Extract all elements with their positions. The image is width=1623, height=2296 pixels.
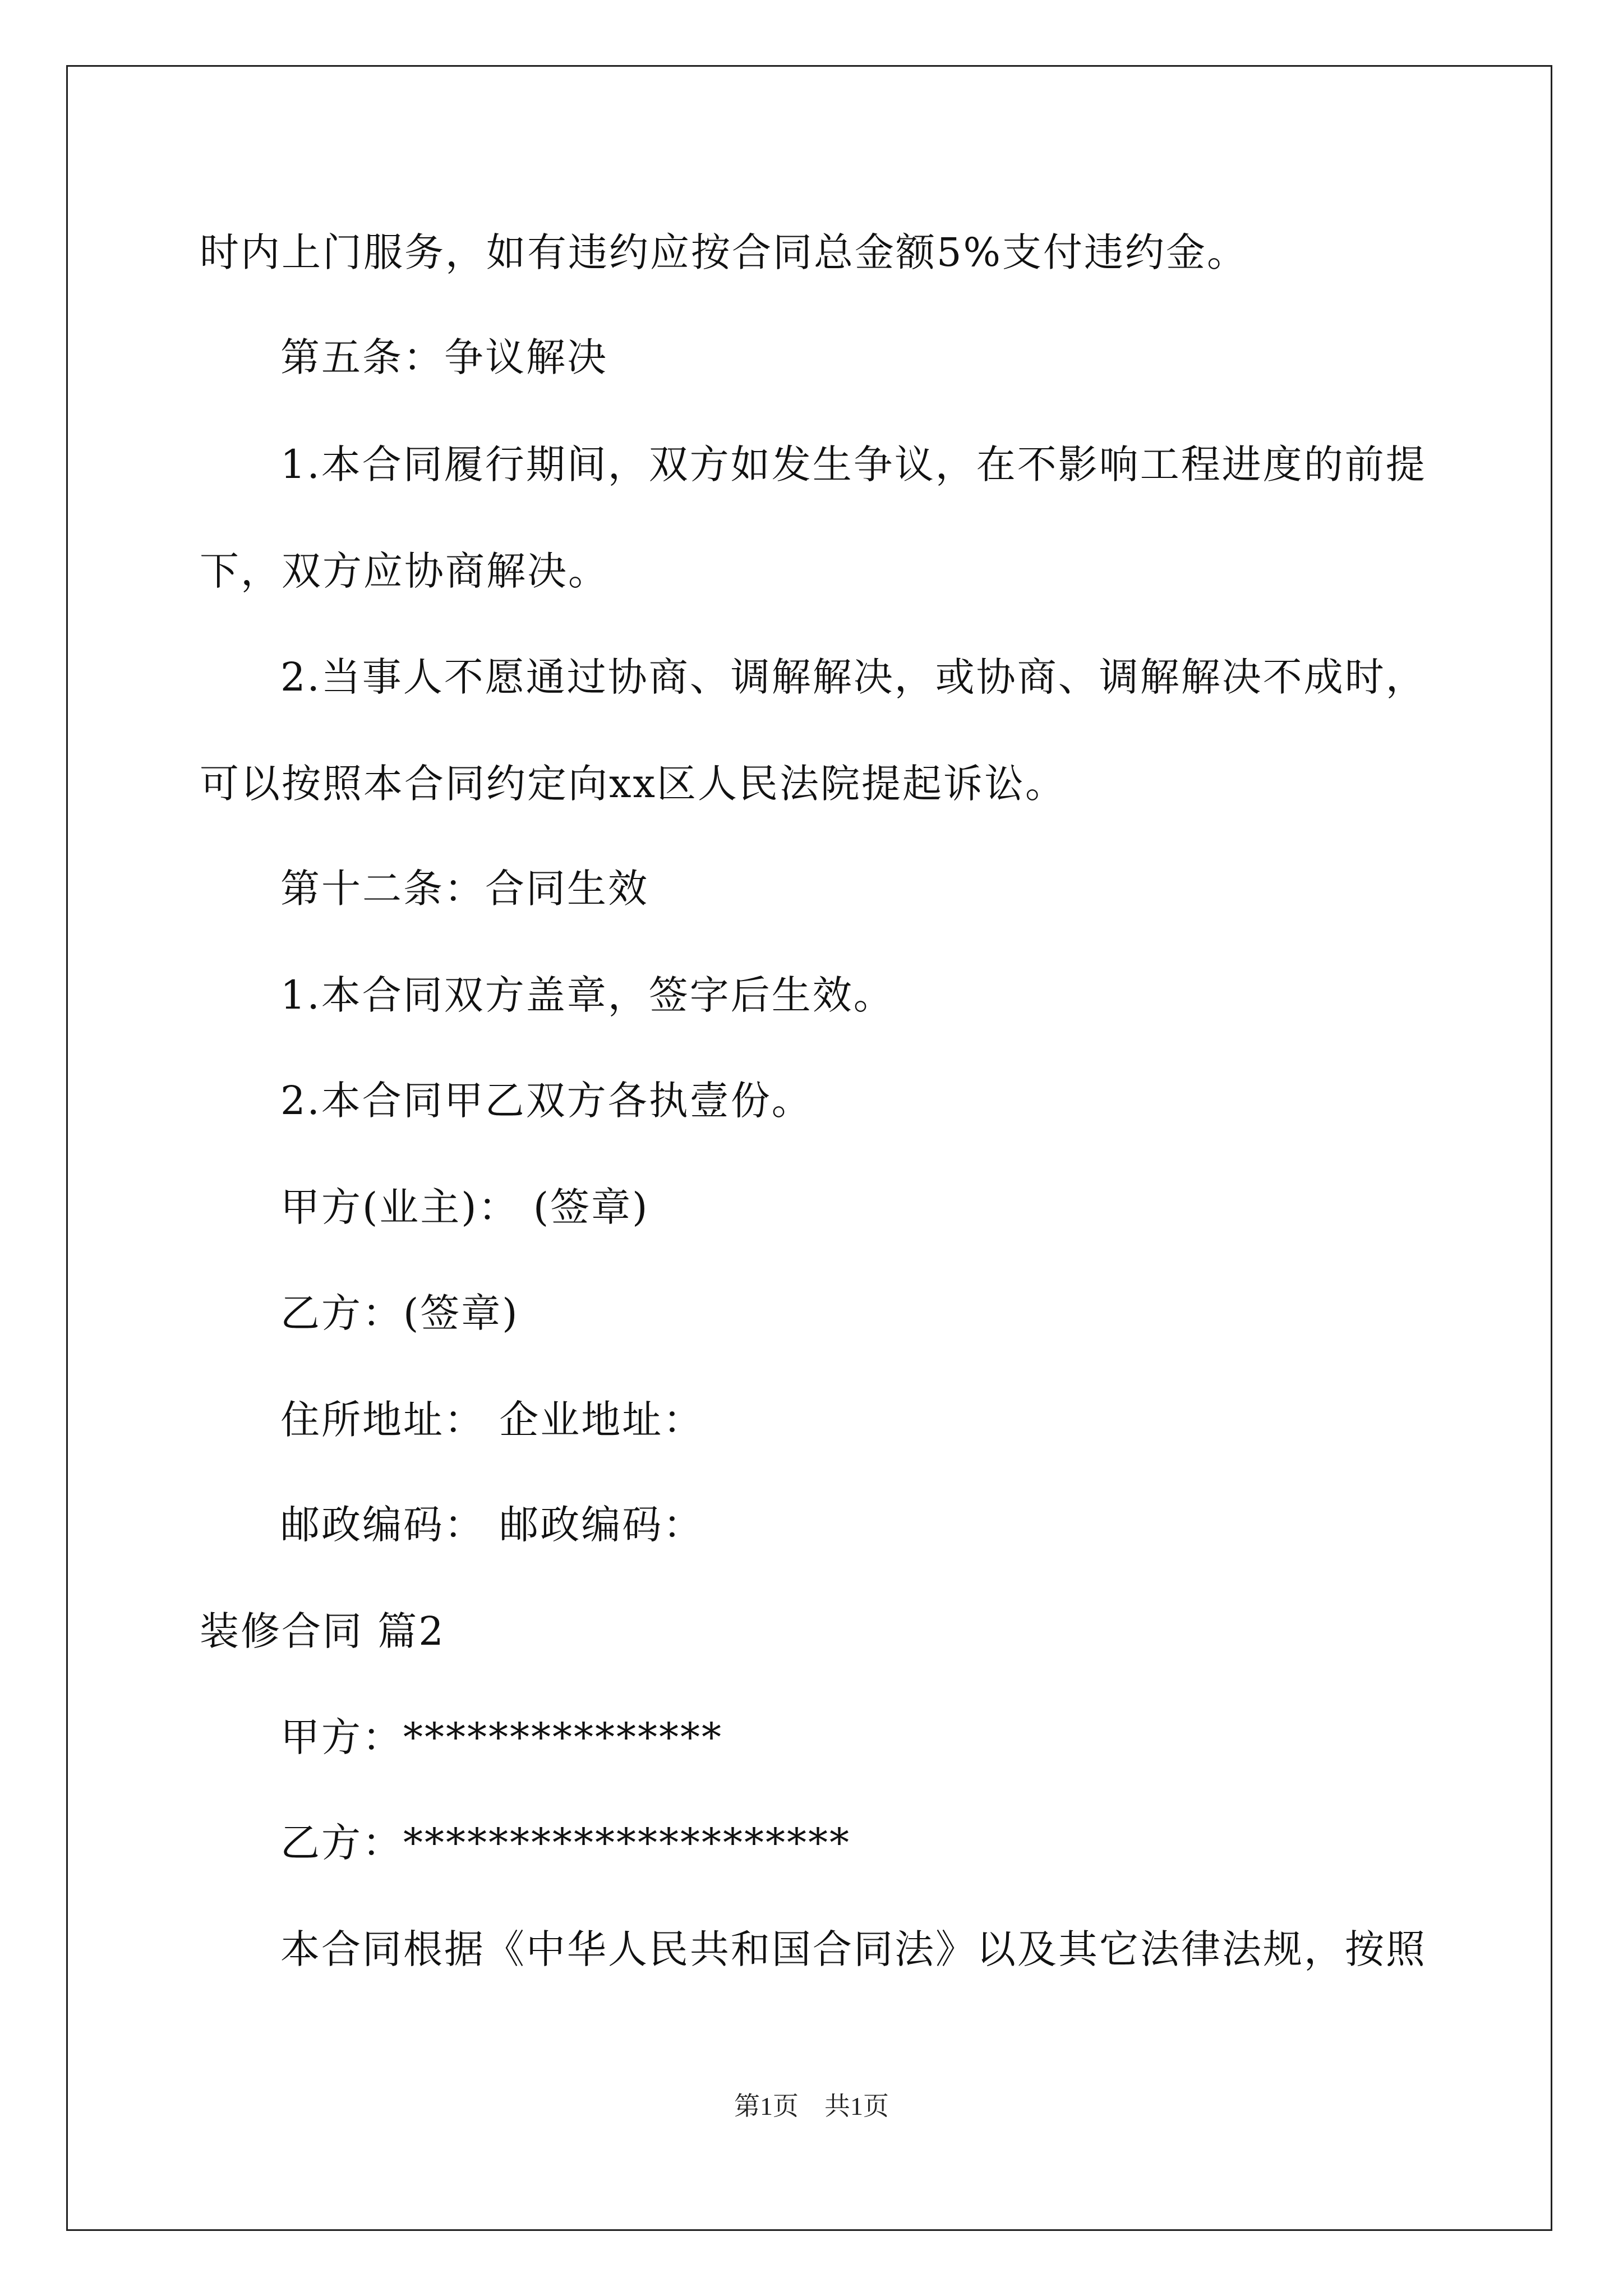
signature-line: 甲方(业主)： (签章) bbox=[280, 1184, 649, 1230]
text-line: 时内上门服务，如有违约应按合同总金额5%支付违约金。 bbox=[200, 229, 1248, 275]
text-line: 1.本合同双方盖章，签字后生效。 bbox=[280, 972, 895, 1018]
contract-title: 装修合同 篇2 bbox=[200, 1608, 445, 1654]
text-line: 本合同根据《中华人民共和国合同法》以及其它法律法规，按照 bbox=[280, 1926, 1427, 1972]
text-line: 2.当事人不愿通过协商、调解解决，或协商、调解解决不成时， bbox=[280, 654, 1427, 700]
text-line: 下，双方应协商解决。 bbox=[200, 548, 609, 594]
signature-line: 乙方：(签章) bbox=[280, 1290, 519, 1336]
party-b-line: 乙方：********************* bbox=[280, 1820, 851, 1866]
address-line: 住所地址： 企业地址： bbox=[280, 1397, 704, 1443]
text-line: 2.本合同甲乙双方各执壹份。 bbox=[280, 1078, 813, 1124]
section-heading: 第五条：争议解决 bbox=[280, 334, 608, 380]
text-line: 1.本合同履行期间，双方如发生争议，在不影响工程进度的前提 bbox=[280, 441, 1427, 487]
postcode-line: 邮政编码： 邮政编码： bbox=[280, 1502, 704, 1548]
party-a-line: 甲方：*************** bbox=[280, 1714, 723, 1760]
text-line: 可以按照本合同约定向xx区人民法院提起诉讼。 bbox=[200, 761, 1066, 807]
page-border bbox=[66, 65, 1552, 2231]
section-heading: 第十二条：合同生效 bbox=[280, 866, 649, 912]
page-number: 第1页 共1页 bbox=[734, 2092, 889, 2120]
